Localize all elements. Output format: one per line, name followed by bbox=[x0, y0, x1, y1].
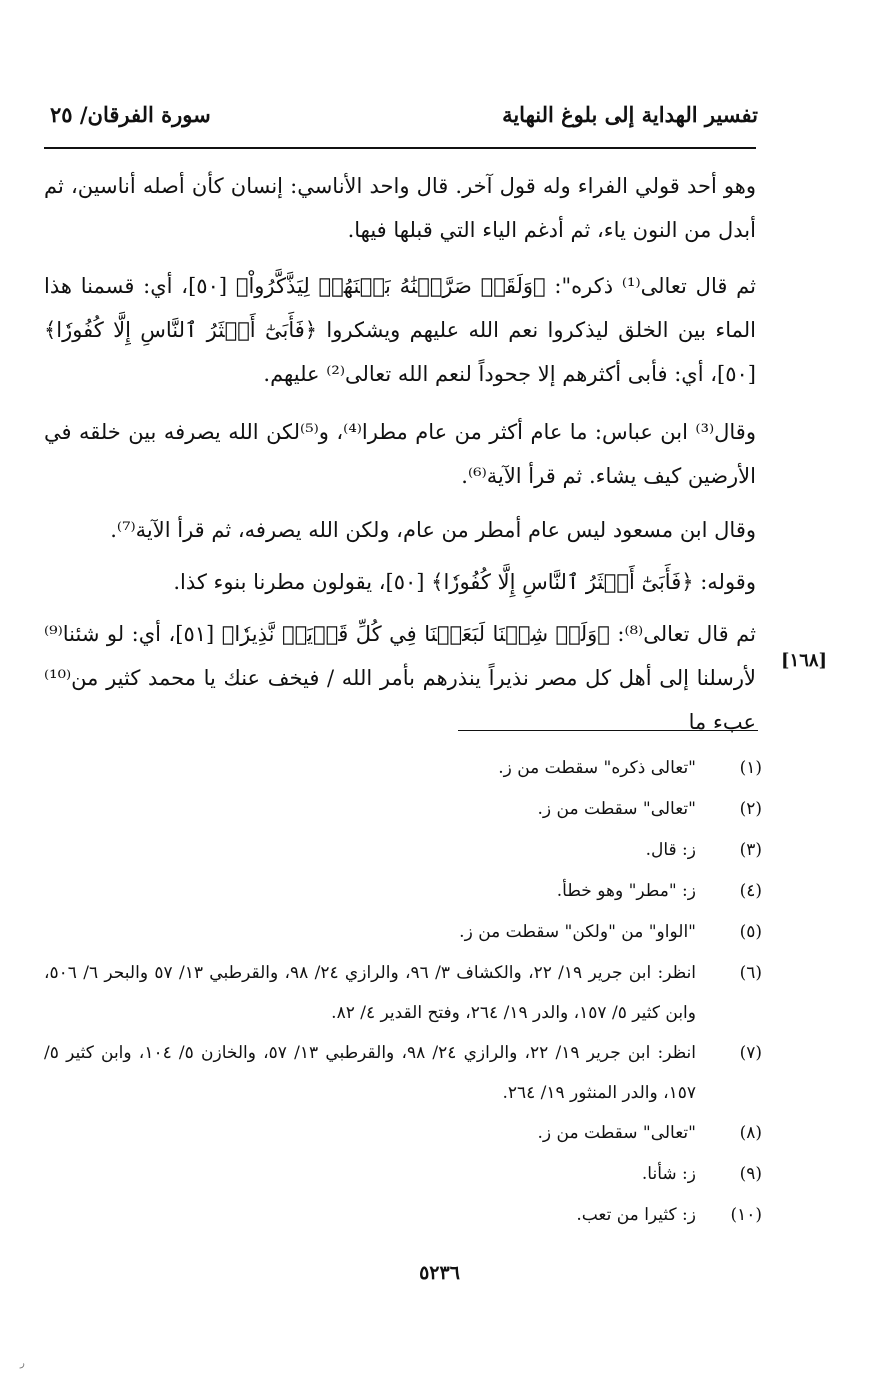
footnote-number: (٦) bbox=[739, 963, 762, 983]
footnote-item bbox=[44, 912, 762, 953]
body-paragraph-4 bbox=[44, 508, 756, 552]
body-paragraph-2 bbox=[44, 264, 756, 396]
footnote-number: (٤) bbox=[739, 881, 762, 901]
footnote-number: (٨) bbox=[739, 1123, 762, 1143]
paragraph-text: ثم قال تعالى⁽¹⁾ ذكره": ﴿وَلَقَدۡ صَرَّفۡنَٰهُ بَيۡنَهُمۡ لِيَذَّكَّرُواْ﴾ [٥٠]، أي: قسمنا هذا الماء بين الخلق ليذكروا نعم الله عليهم ويشكروا ﴿فَأَبَىٰٓ أَكۡثَرُ ٱلنَّاسِ إِلَّا كُفُورٗا﴾ [٥٠]، أي: فأبى أكثرهم إلا جحوداً لنعم الله تعالى⁽²⁾ عليهم. bbox=[44, 274, 756, 386]
running-head-title: تفسير الهداية إلى بلوغ النهاية bbox=[502, 102, 758, 127]
paragraph-text: وقال ابن مسعود ليس عام أمطر من عام، ولكن الله يصرفه، ثم قرأ الآية⁽⁷⁾. bbox=[110, 518, 756, 542]
footnote-text: انظر: ابن جرير ١٩/ ٢٢، والرازي ٢٤/ ٩٨، والقرطبي ١٣/ ٥٧، والخازن ٥/ ١٠٤، وابن كثير ٥/ ١٥٧، والدر المنثور ١٩/ ٢٦٤. bbox=[44, 1043, 697, 1103]
footnote-text: "تعالى" سقطت من ز. bbox=[537, 799, 696, 819]
footnote-item bbox=[44, 748, 762, 789]
running-head-sura: سورة الفرقان/ ٢٥ bbox=[50, 102, 211, 127]
footnote-number: (٢) bbox=[739, 799, 762, 819]
footnote-text: ز: كثيرا من تعب. bbox=[576, 1205, 696, 1225]
footnote-number: (٧) bbox=[739, 1043, 762, 1063]
footnote-text: "تعالى" سقطت من ز. bbox=[537, 1123, 696, 1143]
footnote-text: "الواو" من "ولكن" سقطت من ز. bbox=[459, 922, 696, 942]
footnote-number: (١) bbox=[739, 758, 762, 778]
footnote-item bbox=[44, 789, 762, 830]
body-paragraph-5 bbox=[44, 560, 756, 604]
footnote-number: (٥) bbox=[739, 922, 762, 942]
footnote-number: (٣) bbox=[739, 840, 762, 860]
footnote-item bbox=[44, 1113, 762, 1154]
footnote-text: ز: قال. bbox=[645, 840, 696, 860]
footnote-item bbox=[44, 1195, 762, 1236]
footnote-item bbox=[44, 1033, 762, 1113]
paragraph-text: ثم قال تعالى⁽⁸⁾: ﴿وَلَوۡ شِئۡنَا لَبَعَثۡنَا فِي كُلِّ قَرۡيَةٖ نَّذِيرٗا﴾ [٥١]، أي: لو شئنا⁽⁹⁾ لأرسلنا إلى أهل كل مصر نذيراً ينذرهم بأمر الله / فيخف عنك يا محمد كثير من⁽¹⁰⁾ عبء ما bbox=[44, 622, 756, 734]
footnote-number: (١٠) bbox=[730, 1205, 762, 1225]
paragraph-text: وقوله: ﴿فَأَبَىٰٓ أَكۡثَرُ ٱلنَّاسِ إِلَّا كُفُورٗا﴾ [٥٠]، يقولون مطرنا بنوء كذا. bbox=[173, 570, 756, 594]
body-paragraph-1 bbox=[44, 164, 756, 252]
body-paragraph-6 bbox=[44, 612, 756, 744]
footnote-item bbox=[44, 953, 762, 1033]
footnote-text: ز: شأنا. bbox=[641, 1164, 696, 1184]
footnote-text: "تعالى ذكره" سقطت من ز. bbox=[498, 758, 696, 778]
page-number: ٥٢٣٦ bbox=[419, 1262, 460, 1284]
scan-corner-mark: ر bbox=[20, 1358, 25, 1369]
footnotes bbox=[44, 748, 762, 1236]
footnote-item bbox=[44, 871, 762, 912]
margin-folio-mark: [١٦٨] bbox=[781, 650, 828, 671]
header-rule bbox=[44, 147, 756, 149]
paragraph-text: وقال⁽³⁾ ابن عباس: ما عام أكثر من عام مطرا⁽⁴⁾، و⁽⁵⁾لكن الله يصرفه بين خلقه في الأرضين كيف يشاء. ثم قرأ الآية⁽⁶⁾. bbox=[44, 420, 756, 488]
footnote-text: ز: "مطر" وهو خطأ. bbox=[556, 881, 696, 901]
footnote-item bbox=[44, 1154, 762, 1195]
footnote-item bbox=[44, 830, 762, 871]
footnote-text: انظر: ابن جرير ١٩/ ٢٢، والكشاف ٣/ ٩٦، والرازي ٢٤/ ٩٨، والقرطبي ١٣/ ٥٧ والبحر ٦/ ٥٠٦، وابن كثير ٥/ ١٥٧، والدر ١٩/ ٢٦٤، وفتح القدير ٤/ ٨٢. bbox=[44, 963, 697, 1023]
footnote-number: (٩) bbox=[739, 1164, 762, 1184]
paragraph-text: وهو أحد قولي الفراء وله قول آخر. قال واحد الأناسي: إنسان كأن أصله أناسين، ثم أبدل من النون ياء، ثم أدغم الياء التي قبلها فيها. bbox=[44, 174, 756, 242]
footnote-rule bbox=[458, 730, 758, 731]
body-paragraph-3 bbox=[44, 410, 756, 498]
